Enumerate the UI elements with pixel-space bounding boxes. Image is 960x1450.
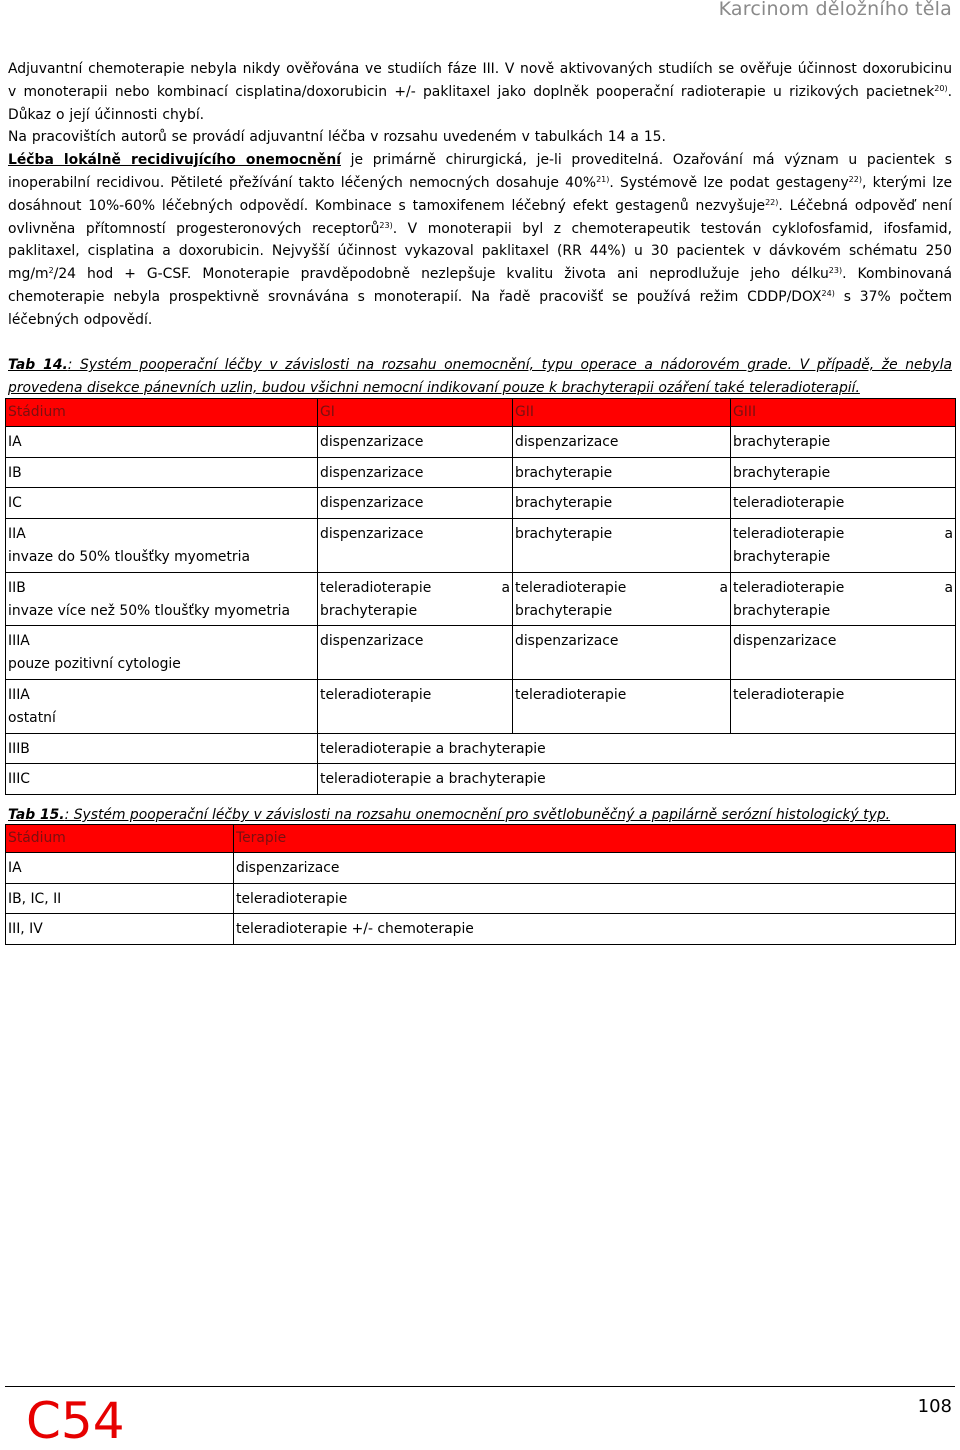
header-cell: GII: [513, 399, 731, 427]
table-row: [6, 572, 956, 626]
stage-cell: [6, 426, 318, 457]
stage-cell: [6, 572, 318, 626]
header-cell: Terapie: [234, 825, 956, 853]
therapy-cell: [318, 679, 513, 733]
stage-cell: [6, 626, 318, 680]
therapy-cell: [318, 488, 513, 519]
therapy-text: dispenzarizace: [320, 495, 424, 512]
therapy-text: brachyterapie: [515, 526, 613, 543]
reference-marker: 21): [596, 174, 610, 184]
table-row: [6, 733, 956, 764]
therapy-text: teleradioterapie a brachyterapie: [320, 771, 546, 788]
stage-label: IB: [8, 464, 22, 481]
table-row: [6, 852, 956, 883]
therapy-text: teleradioterapie a brachyterapie: [733, 579, 953, 619]
text-run: . V monoterapii byl z chemoterapeutik testován cyklofosfamid, ifosfamid, paklitaxel, cisplatina a doxorubicin. Nejvyšší účinnost vykazoval paklitaxel (RR 44%) u 30 pacientek v dávkovém schématu 250 mg/m: [8, 220, 952, 283]
therapy-text: teleradioterapie a brachyterapie: [320, 579, 510, 619]
stage-label: IA: [8, 859, 22, 876]
stage-cell: [6, 914, 234, 945]
text-run: . Důkaz o její účinnosti chybí.: [8, 83, 952, 123]
therapy-text: brachyterapie: [515, 495, 613, 512]
therapy-cell: [318, 457, 513, 488]
caption-text: : Systém pooperační léčby v závislosti na rozsahu onemocnění, typu operace a nádorovém grade. V případě, že nebyla provedena disekce pánevních uzlin, budou všichni nemocní indikovaní pouze k brachyterapii ozáření také teleradioterapií.: [8, 357, 952, 396]
therapy-cell: [318, 572, 513, 626]
footer-divider: [5, 1386, 955, 1387]
header-cell: Stádium: [6, 399, 318, 427]
stage-detail: ostatní: [8, 709, 56, 726]
therapy-cell: [513, 626, 731, 680]
therapy-cell: [513, 519, 731, 573]
stage-label: IIIA: [8, 633, 30, 650]
therapy-cell: [318, 519, 513, 573]
therapy-cell: [731, 519, 956, 573]
text-run: . Léčebná odpověď není ovlivněna přítomností progesteronových receptorů: [8, 197, 952, 237]
table-15: [5, 824, 956, 945]
table-row: [6, 457, 956, 488]
therapy-text: dispenzarizace: [515, 633, 619, 650]
text-run: Adjuvantní chemoterapie nebyla nikdy ověřována ve studiích fáze III. V nově aktivovaných studiích se ověřuje účinnost doxorubicinu v monoterapii nebo kombinací cisplatina/doxorubicin +/- paklitaxel jako doplněk pooperační radioterapie u rizikových pacietnek: [8, 61, 952, 100]
stage-label: IIA: [8, 526, 26, 543]
therapy-cell: [513, 679, 731, 733]
stage-cell: [6, 519, 318, 573]
caption-label: Tab 14.: [8, 357, 68, 373]
therapy-cell: [731, 679, 956, 733]
header-cell: Stádium: [6, 825, 234, 853]
table-row: [6, 764, 956, 795]
therapy-cell: [318, 733, 956, 764]
table-row: [6, 914, 956, 945]
stage-label: IA: [8, 433, 22, 450]
table-row: [6, 626, 956, 680]
therapy-cell: [318, 426, 513, 457]
stage-cell: [6, 679, 318, 733]
text-run: je primárně chirurgická, je-li proveditelná. Ozařování má význam u pacientek s inoperabilní recidivou. Pětileté přežívání takto léčených nemocných dosahuje 40%: [8, 152, 952, 191]
therapy-cell: [234, 914, 956, 945]
therapy-cell: [234, 852, 956, 883]
stage-label: IIIA: [8, 686, 30, 703]
header-cell: GIII: [731, 399, 956, 427]
therapy-cell: [731, 426, 956, 457]
therapy-text: teleradioterapie a brachyterapie: [320, 740, 546, 757]
table-row: [6, 426, 956, 457]
stage-cell: [6, 764, 318, 795]
paragraph-tables-note: Na pracovištích autorů se provádí adjuvantní léčba v rozsahu uvedeném v tabulkách 14 a 15.: [8, 129, 666, 146]
table14-caption: [8, 354, 952, 400]
therapy-text: dispenzarizace: [320, 433, 424, 450]
therapy-text: teleradioterapie: [515, 686, 627, 703]
therapy-text: dispenzarizace: [320, 464, 424, 481]
therapy-cell: [731, 488, 956, 519]
recurrence-heading: Léčba lokálně recidivujícího onemocnění: [8, 152, 341, 169]
therapy-text: teleradioterapie: [320, 686, 432, 703]
therapy-cell: [731, 626, 956, 680]
reference-marker: 20): [934, 83, 948, 93]
therapy-text: teleradioterapie: [733, 686, 845, 703]
stage-label: IIIB: [8, 740, 30, 757]
table-row: [6, 883, 956, 914]
reference-marker: 22): [765, 197, 779, 207]
stage-cell: [6, 457, 318, 488]
stage-detail: invaze více než 50% tloušťky myometria: [8, 602, 291, 619]
therapy-text: teleradioterapie +/- chemoterapie: [236, 921, 474, 938]
therapy-cell: [513, 426, 731, 457]
therapy-text: teleradioterapie a brachyterapie: [733, 526, 953, 565]
therapy-text: teleradioterapie: [236, 890, 348, 907]
stage-label: IB, IC, II: [8, 890, 62, 907]
therapy-text: dispenzarizace: [320, 633, 424, 650]
stage-label: IC: [8, 495, 22, 512]
stage-detail: pouze pozitivní cytologie: [8, 656, 181, 673]
paragraph-recurrence: [8, 149, 952, 331]
table-header-row: [6, 399, 956, 427]
therapy-text: brachyterapie: [733, 433, 831, 450]
stage-cell: [6, 733, 318, 764]
body-text: [8, 58, 952, 332]
stage-label: IIIC: [8, 771, 30, 788]
therapy-text: dispenzarizace: [733, 633, 837, 650]
table-row: [6, 488, 956, 519]
stage-cell: [6, 488, 318, 519]
table-14: [5, 398, 956, 795]
therapy-cell: [318, 626, 513, 680]
text-run: , kterými lze dosáhnout 10%-60% léčebných odpovědí. Kombinace s tamoxifenem léčebný efekt gestagenů nezvyšuje: [8, 174, 952, 214]
text-run: s 37% počtem léčebných odpovědí.: [8, 288, 952, 328]
text-run: /24 hod + G-CSF. Monoterapie pravděpodobně nezlepšuje kvalitu života ani neprodlužuje jeho délku: [53, 266, 829, 283]
reference-marker: 22): [848, 174, 862, 184]
therapy-text: brachyterapie: [515, 464, 613, 481]
therapy-cell: [234, 883, 956, 914]
page-number: 108: [917, 1396, 952, 1417]
therapy-cell: [731, 457, 956, 488]
table-row: [6, 519, 956, 573]
text-run: . Systémově lze podat gestageny: [609, 174, 849, 191]
therapy-cell: [731, 572, 956, 626]
stage-cell: [6, 883, 234, 914]
therapy-text: dispenzarizace: [515, 433, 619, 450]
paragraph-adjuvant: [8, 58, 952, 126]
superscript: 2: [48, 266, 54, 276]
therapy-cell: [513, 488, 731, 519]
text-run: . Kombinovaná chemoterapie nebyla prospektivně srovnávána s monoterapií. Na řadě pracovišť se používá režim CDDP/DOX: [8, 266, 953, 305]
stage-detail: invaze do 50% tloušťky myometria: [8, 548, 251, 565]
therapy-text: teleradioterapie a brachyterapie: [515, 579, 728, 619]
stage-label: IIB: [8, 579, 26, 596]
caption-label: Tab 15.: [8, 807, 65, 823]
therapy-cell: [513, 457, 731, 488]
therapy-text: dispenzarizace: [320, 526, 424, 543]
therapy-text: brachyterapie: [733, 464, 831, 481]
stage-cell: [6, 852, 234, 883]
footer-diagnosis-code: C54: [26, 1392, 125, 1450]
reference-marker: 23): [828, 266, 843, 276]
caption-text: : Systém pooperační léčby v závislosti na rozsahu onemocnění pro světlobuněčný a papilárně serózní histologický typ.: [64, 807, 891, 823]
therapy-cell: [318, 764, 956, 795]
stage-label: III, IV: [8, 921, 43, 938]
therapy-text: dispenzarizace: [236, 859, 340, 876]
reference-marker: 24): [821, 288, 835, 298]
table-header-row: [6, 825, 956, 853]
therapy-text: teleradioterapie: [733, 495, 845, 512]
running-header-title: Karcinom děložního těla: [718, 0, 952, 20]
table-row: [6, 679, 956, 733]
header-cell: GI: [318, 399, 513, 427]
therapy-cell: [513, 572, 731, 626]
reference-marker: 23): [379, 220, 393, 230]
